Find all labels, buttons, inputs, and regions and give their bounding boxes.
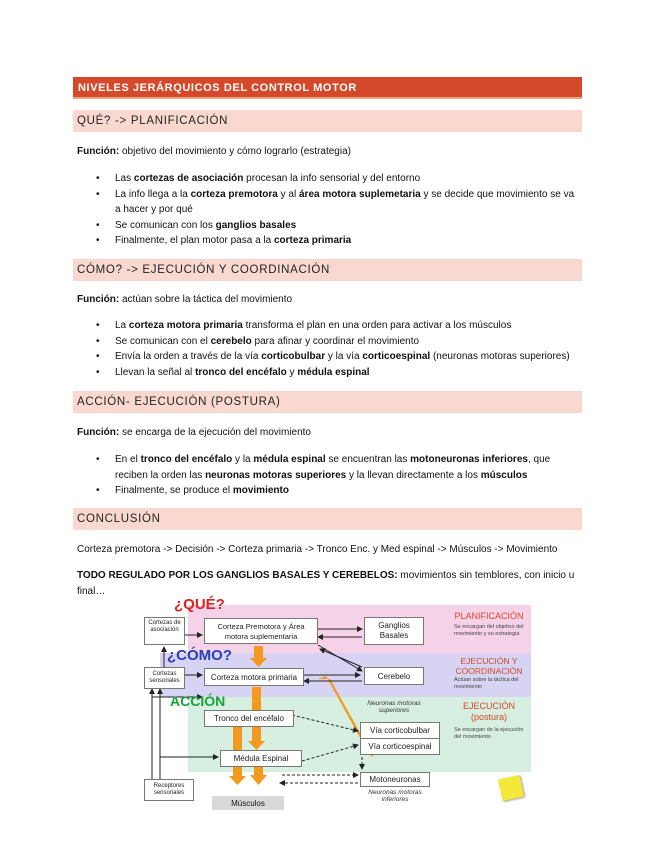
que-heading: ¿QUÉ? [174,596,225,613]
section-heading-accion: ACCIÓN- EJECUCIÓN (POSTURA) [73,391,582,413]
list-item: • Finalmente, se produce el movimiento [94,483,576,499]
tronco-encefalo-box: Tronco del encéfalo [204,710,294,727]
section-heading-ejecucion: CÓMO? -> EJECUCIÓN Y COORDINACIÓN [73,259,582,281]
list-item: • Envía la orden a través de la vía corticobulbar y la vía corticoespinal (neuronas motoras superiores) [94,349,576,365]
z3-desc: Se encargan de la ejecución del movimiento [454,727,524,740]
funcion-text: objetivo del movimiento y cómo lograrlo (estrategia) [119,146,351,157]
como-heading: ¿CÓMO? [167,647,232,664]
ganglios-basales-box: Ganglios Basales [364,617,424,645]
nms-label: Neuronas motoras superiores [367,700,421,714]
via-corticoespinal-box: Vía corticoespinal [360,738,440,755]
musculos-box: Músculos [212,796,284,810]
list-item: • Se comunican con el cerebelo para afinar y coordinar el movimiento [94,334,576,350]
funcion-paragraph-1 [77,145,577,159]
cortezas-asociacion-box: Cortezas de asociación [144,617,185,645]
motoneuronas-box: Motoneuronas [360,772,430,787]
sticky-note-icon [498,775,524,801]
nmi-label: Neuronas motoras inferiores [368,789,422,803]
list-item: • Se comunican con los ganglios basales [94,218,576,234]
motor-control-diagram [140,597,534,812]
funcion-paragraph-2: Función: actúan sobre la táctica del movimiento [77,294,293,305]
list-item: • En el tronco del encéfalo y la médula espinal se encuentran las motoneuronas inferiores, que reciben la orden las neuronas motoras superiores y la llevan directamente a los músculos [94,452,576,483]
list-item: • Llevan la señal al tronco del encéfalo y médula espinal [94,365,576,381]
via-corticobulbar-box: Vía corticobulbar [360,722,440,739]
medula-espinal-box: Médula Espinal [220,750,302,767]
conclusion-summary: TODO REGULADO POR LOS GANGLIOS BASALES Y CEREBELOS: movimientos sin temblores, con inicio u final… [77,570,575,597]
cortezas-sensoriales-box: Cortezas sensoriales [144,667,185,689]
z2-title: EJECUCIÓN Y COORDINACIÓN [455,656,523,676]
motora-primaria-box: Corteza motora primaria [204,668,304,686]
list-item: • Las cortezas de asociación procesan la info sensorial y del entorno [94,171,576,187]
list-item: • La info llega a la corteza premotora y al área motora suplemetaria y se decide que movimiento se va a hacer y por qué [94,187,576,218]
bullet-list-1 [94,171,576,249]
bullet-list-2 [94,318,576,380]
list-item: • La corteza motora primaria transforma el plan en una orden para activar a los músculos [94,318,576,334]
z1-desc: Se encargan del objetivo del movimiento y su estrategia [454,624,524,637]
premotora-box: Corteza Premotora y Área motora suplementaria [204,618,318,644]
section-heading-conclusion: CONCLUSIÓN [73,508,582,530]
funcion-paragraph-3: Función: se encarga de la ejecución del movimiento [77,427,311,438]
accion-heading: ACCIÓN [170,693,226,709]
funcion-label: Función: [77,146,120,157]
receptores-sensoriales-box: Receptores sensoriales [144,779,194,801]
z3-title: EJECUCIÓN (postura) [462,701,515,722]
document-title-banner: NIVELES JERÁRQUICOS DEL CONTROL MOTOR [73,77,582,99]
z1-title: PLANIFICACIÓN [454,611,524,621]
conclusion-chain: Corteza premotora -> Decisión -> Corteza primaria -> Tronco Enc. y Med espinal -> Músculos -> Movimiento [77,544,558,555]
z2-desc: Actúan sobre la táctica del movimiento [454,677,519,690]
bullet-list-3 [94,452,576,499]
list-item: • Finalmente, el plan motor pasa a la corteza primaria [94,233,576,249]
section-heading-planificacion: QUÉ? -> PLANIFICACIÓN [73,110,582,132]
cerebelo-box: Cerebelo [364,667,424,685]
